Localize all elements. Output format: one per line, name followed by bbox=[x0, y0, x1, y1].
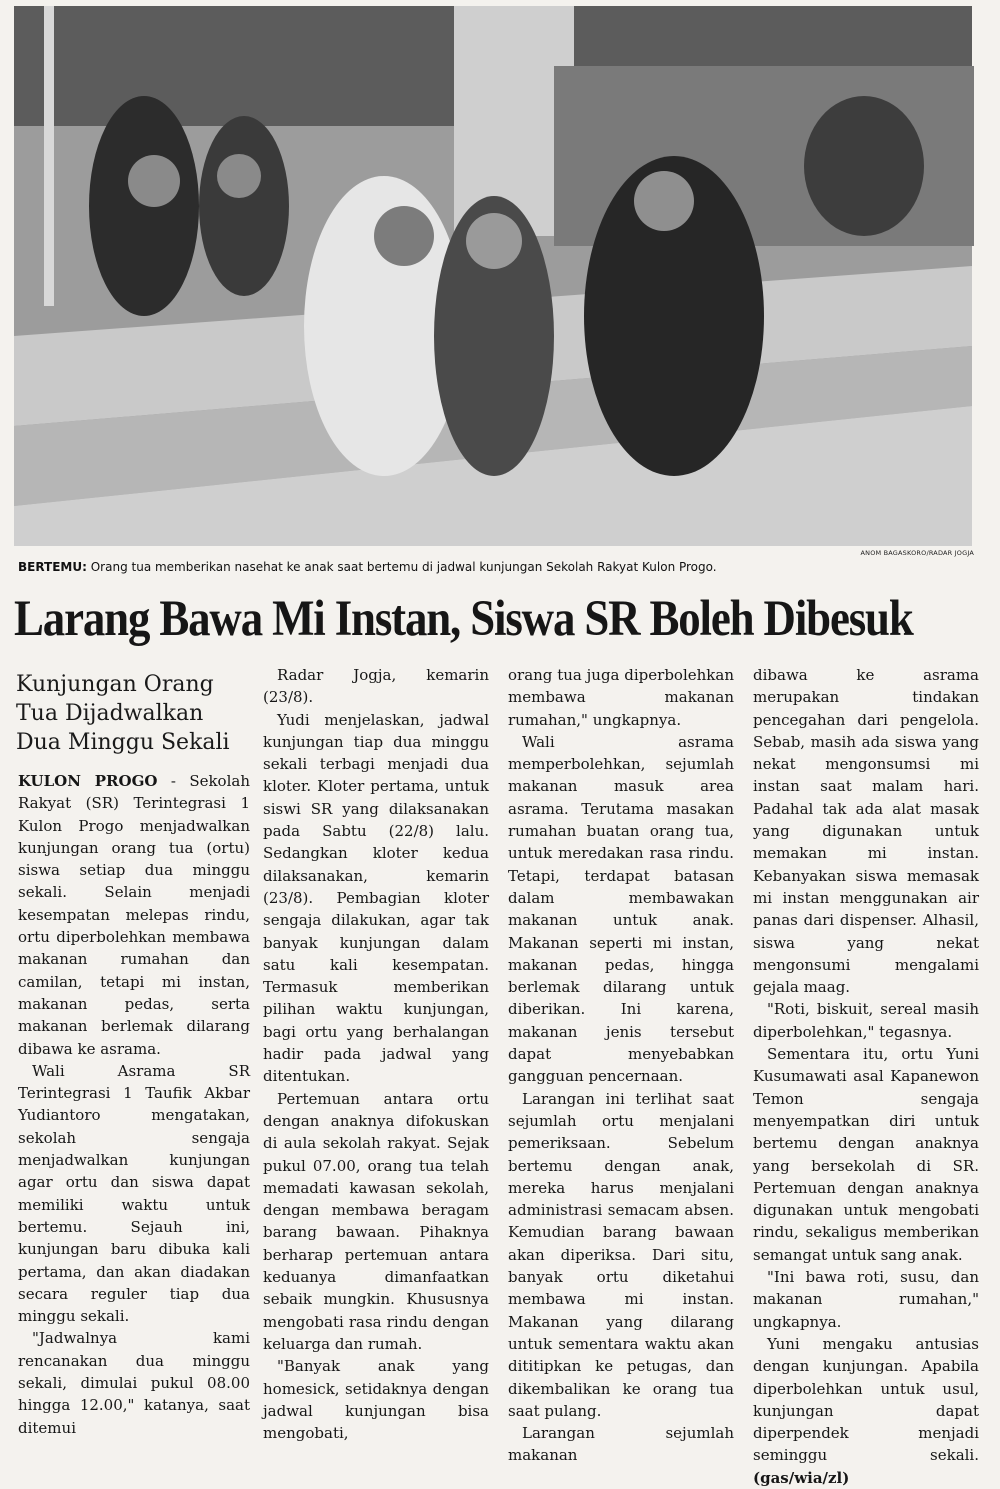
paragraph: Larangan ini terlihat saat sejumlah ortu menjalani pemeriksaan. Sebelum bertemu dengan anak, mereka harus menjalani administrasi semacam absen. Kemudian barang bawaan akan diperiksa. Dari situ, banyak ortu diketahui membawa mi instan. Makanan yang dilarang untuk sementara waktu akan dititipkan ke petugas, dan dikembalikan ke orang tua saat pulang. bbox=[508, 1089, 734, 1420]
news-photo bbox=[14, 6, 972, 546]
paragraph: dibawa ke asrama merupakan tindakan pencegahan dari pengelola. Sebab, masih ada siswa yang nekat mengonsumsi mi instan saat malam hari. Padahal tak ada alat masak yang digunakan untuk memakan mi instan. Kebanyakan siswa memasak mi instan menggunakan air panas dari dispenser. Alhasil, siswa yang nekat mengonsumi mengalami gejala maag. bbox=[753, 666, 979, 997]
paragraph bbox=[753, 1333, 979, 1489]
paragraph bbox=[18, 770, 250, 1060]
article-column-1 bbox=[18, 770, 250, 1437]
paragraph: "Roti, biskuit, sereal masih diperbolehkan," tegasnya. bbox=[753, 1000, 979, 1041]
article-column-3 bbox=[508, 664, 734, 1465]
article-column-4 bbox=[753, 664, 979, 1487]
paragraph: "Jadwalnya kami rencanakan dua minggu sekali, dimulai pukul 08.00 hingga 12.00," katanya, saat ditemui bbox=[18, 1329, 250, 1437]
paragraph: "Banyak anak yang homesick, setidaknya dengan jadwal kunjungan bisa mengobati, bbox=[263, 1357, 489, 1443]
signoff: (gas/wia/zl) bbox=[753, 1468, 850, 1487]
paragraph: orang tua juga diperbolehkan membawa makanan rumahan," ungkapnya. bbox=[508, 666, 734, 729]
paragraph: Larangan sejumlah makanan bbox=[508, 1424, 734, 1465]
caption-label: BERTEMU: bbox=[18, 560, 87, 574]
paragraph: Wali Asrama SR Terintegrasi 1 Taufik Akbar Yudiantoro mengatakan, sekolah sengaja menjadwalkan kunjungan agar ortu dan siswa dapat memiliki waktu untuk bertemu. Sejauh ini, kunjungan baru dibuka kali pertama, dan akan diadakan secara reguler tiap dua minggu sekali. bbox=[18, 1061, 250, 1326]
photo-credit: ANOM BAGASKORO/RADAR JOGJA bbox=[860, 549, 974, 557]
paragraph: Radar Jogja, kemarin (23/8). bbox=[263, 666, 489, 707]
photo-caption bbox=[18, 560, 958, 574]
photo-illustration bbox=[14, 6, 972, 546]
paragraph: Wali asrama memperbolehkan, sejumlah makanan masuk area asrama. Terutama masakan rumahan buatan orang tua, untuk meredakan rasa rindu. Tetapi, terdapat batasan dalam membawakan makanan untuk anak. Makanan seperti mi instan, makanan pedas, hingga berlemak dilarang untuk diberikan. Ini karena, makanan jenis tersebut dapat menyebabkan gangguan pencernaan. bbox=[508, 732, 734, 1086]
paragraph: "Ini bawa roti, susu, dan makanan rumahan," ungkapnya. bbox=[753, 1268, 979, 1331]
subheadline: Kunjungan Orang Tua Dijadwalkan Dua Minggu Sekali bbox=[16, 672, 230, 755]
article-column-2 bbox=[263, 664, 489, 1443]
paragraph-text: - Sekolah Rakyat (SR) Terintegrasi 1 Kulon Progo menjadwalkan kunjungan orang tua (ortu) siswa setiap dua minggu sekali. Selain menjadi kesempatan melepas rindu, ortu diperbolehkan membawa makanan rumahan dan camilan, tetapi mi instan, makanan pedas, serta makanan berlemak dilarang dibawa ke asrama. bbox=[18, 772, 250, 1058]
dateline: KULON PROGO bbox=[18, 772, 158, 790]
paragraph: Sementara itu, ortu Yuni Kusumawati asal Kapanewon Temon sengaja menyempatkan diri untuk bertemu dengan anaknya yang bersekolah di SR. Pertemuan dengan anaknya digunakan untuk mengobati rindu, sekaligus memberikan semangat untuk sang anak. bbox=[753, 1045, 979, 1264]
paragraph-text: Yuni mengaku antusias dengan kunjungan. Apabila diperbolehkan untuk usul, kunjungan dapat diperpendek menjadi seminggu sekali. bbox=[753, 1334, 979, 1465]
caption-text: Orang tua memberikan nasehat ke anak saat bertemu di jadwal kunjungan Sekolah Rakyat Kulon Progo. bbox=[86, 560, 717, 574]
paragraph: Pertemuan antara ortu dengan anaknya difokuskan di aula sekolah rakyat. Sejak pukul 07.00, orang tua telah memadati kawasan sekolah, dengan membawa beragam barang bawaan. Pihaknya berharap pertemuan antara keduanya dimanfaatkan sebaik mungkin. Khususnya mengobati rasa rindu dengan keluarga dan rumah. bbox=[263, 1089, 489, 1353]
headline: Larang Bawa Mi Instan, Siswa SR Boleh Dibesuk bbox=[14, 591, 913, 647]
paragraph: Yudi menjelaskan, jadwal kunjungan tiap dua minggu sekali terbagi menjadi dua kloter. Kloter pertama, untuk siswi SR yang dilaksanakan pada Sabtu (22/8) lalu. Sedangkan kloter kedua dilaksanakan, kemarin (23/8). Pembagian kloter sengaja dilakukan, agar tak banyak kunjungan dalam satu kali kesempatan. Termasuk memberikan pilihan waktu kunjungan, bagi ortu yang berhalangan hadir pada jadwal yang ditentukan. bbox=[263, 710, 489, 1086]
